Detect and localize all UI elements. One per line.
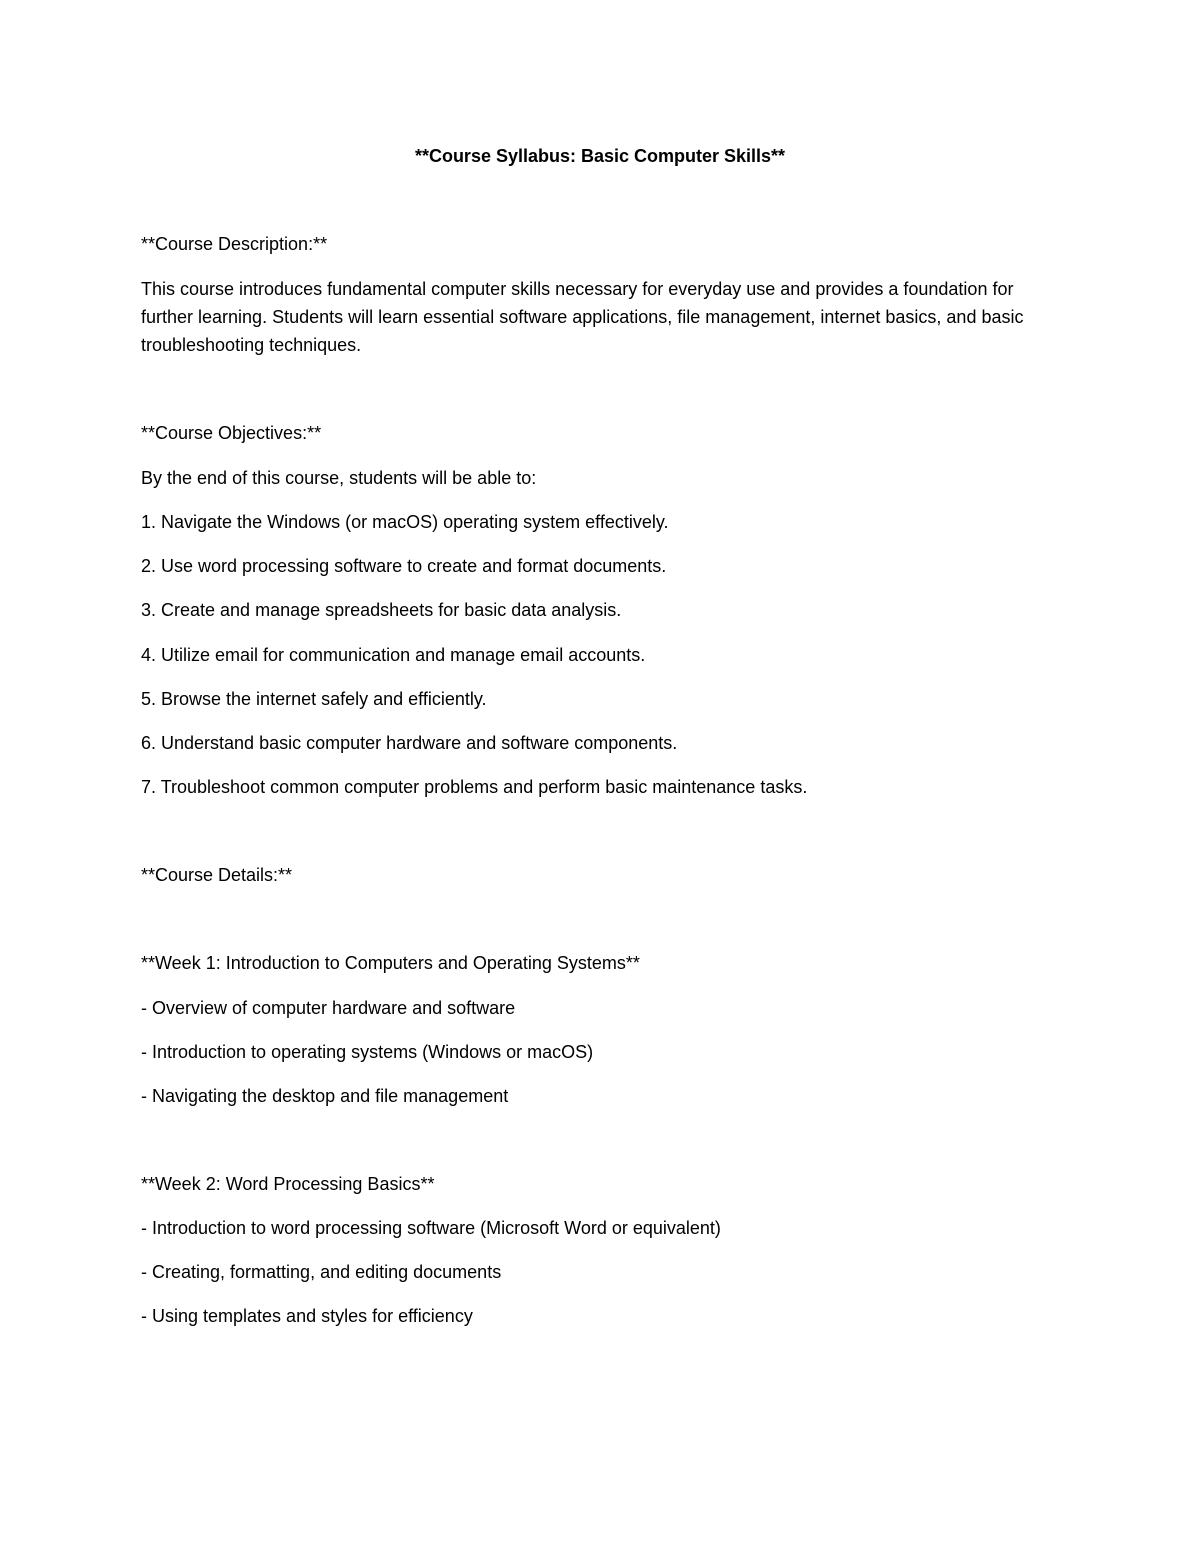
objectives-heading: **Course Objectives:** [141,423,322,443]
week-2-item: - Creating, formatting, and editing documents [141,1262,502,1282]
week-1-item: - Introduction to operating systems (Windows or macOS) [141,1042,594,1062]
objective-item: 1. Navigate the Windows (or macOS) operating system effectively. [141,512,669,532]
description-text: This course introduces fundamental computer skills necessary for everyday use and provides a foundation for further learning. Students will learn essential software applications, file management, internet basics, and basic troubleshooting techniques. [141,279,1024,355]
objective-item: 5. Browse the internet safely and efficiently. [141,689,487,709]
objective-item: 7. Troubleshoot common computer problems and perform basic maintenance tasks. [141,777,808,797]
week-1-item: - Navigating the desktop and file management [141,1086,509,1106]
objective-item: 6. Understand basic computer hardware and software components. [141,733,678,753]
objective-item: 3. Create and manage spreadsheets for basic data analysis. [141,600,622,620]
week-1-item: - Overview of computer hardware and software [141,998,516,1018]
objective-item: 4. Utilize email for communication and manage email accounts. [141,645,646,665]
document-title: **Course Syllabus: Basic Computer Skills** [414,146,786,166]
week-2-heading: **Week 2: Word Processing Basics** [141,1174,435,1194]
week-1-heading: **Week 1: Introduction to Computers and Operating Systems** [141,953,640,973]
objective-item: 2. Use word processing software to create and format documents. [141,556,667,576]
description-heading: **Course Description:** [141,234,328,254]
week-2-item: - Using templates and styles for efficiency [141,1306,473,1326]
details-heading: **Course Details:** [141,865,293,885]
week-2-item: - Introduction to word processing software (Microsoft Word or equivalent) [141,1218,721,1238]
objectives-intro: By the end of this course, students will be able to: [141,468,537,488]
